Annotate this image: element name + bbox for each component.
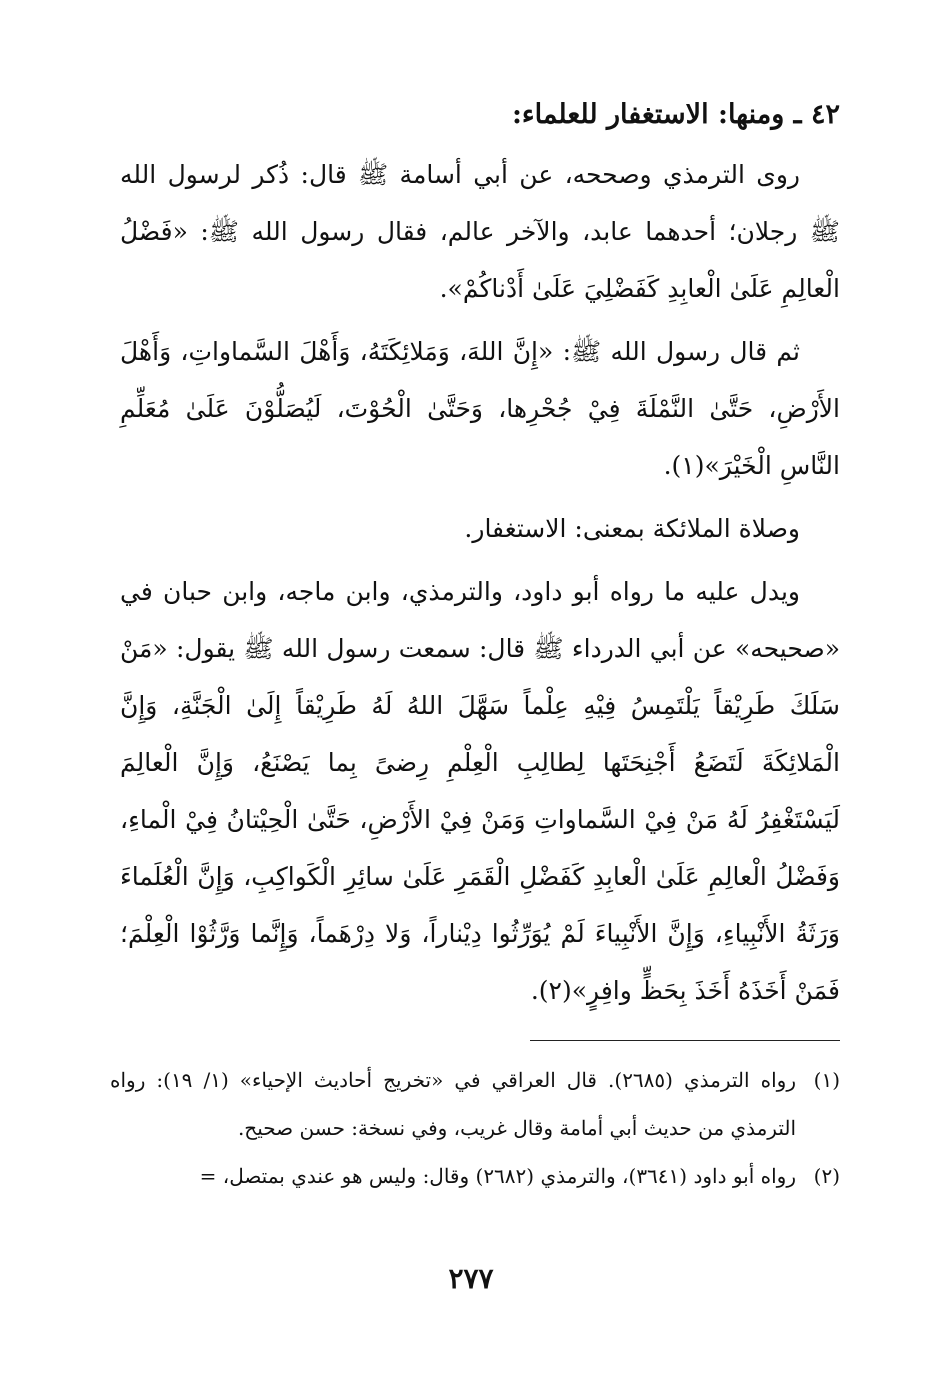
footnote-text: رواه الترمذي (٢٦٨٥). قال العراقي في «تخريج أحاديث الإحياء» (١/ ١٩): رواه الترمذي من حديث أبي أمامة وقال غريب، وفي نسخة: حسن صحيح. — [110, 1068, 796, 1140]
paragraph-3: وصلاة الملائكة بمعنى: الاستغفار. — [464, 514, 800, 543]
section-heading: ٤٢ ـ ومنها: الاستغفار للعلماء: — [511, 99, 840, 130]
footnote-number: (٢) — [813, 1164, 840, 1188]
footnote-2 — [110, 1152, 840, 1200]
footnote-separator — [530, 1040, 840, 1041]
paragraph-1: روى الترمذي وصححه، عن أبي أسامة ﷺ قال: ذُكر لرسول الله ﷺ رجلان؛ أحدهما عابد، والآخر عالم، فقال رسول الله ﷺ: «فَضْلُ الْعالِمِ عَلَىٰ الْعابِدِ كَفَضْلِيَ عَلَىٰ أَدْناكُمْ». — [120, 160, 840, 303]
footnote-text: رواه أبو داود (٣٦٤١)، والترمذي (٢٦٨٢) وقال: وليس هو عندي بمتصل، = — [199, 1164, 796, 1188]
paragraph-4: ويدل عليه ما رواه أبو داود، والترمذي، وابن ماجه، وابن حبان في «صحيحه» عن أبي الدرداء ﷺ قال: سمعت رسول الله ﷺ يقول: «مَنْ سَلَكَ طَرِيْقاً يَلْتَمِسُ فِيْهِ عِلْماً سَهَّلَ اللهُ لَهُ طَرِيْقاً إِلَىٰ الْجَنَّةِ، وَإِنَّ الْمَلائِكَةَ لَتَضَعُ أَجْنِحَتَها لِطالِبِ الْعِلْمِ رِضىً بِما يَصْنَعُ، وَإِنَّ الْعالِمَ لَيَسْتَغْفِرُ لَهُ مَنْ فِيْ السَّماواتِ وَمَنْ فِيْ الأَرْضِ، حَتَّىٰ الْحِيْتانُ فِيْ الْماءِ، وَفَضْلُ الْعالِمِ عَلَىٰ الْعابِدِ كَفَضْلِ الْقَمَرِ عَلَىٰ سائِرِ الْكَواكِبِ، وَإِنَّ الْعُلَماءَ وَرَثَةُ الأَنْبِياءِ، وَإِنَّ الأَنْبِياءَ لَمْ يُوَرِّثُوا دِيْناراً، وَلا دِرْهَماً، وَإِنَّما وَرَّثُوْا الْعِلْمَ؛ فَمَنْ أَخَذَهُ أَخَذَ بِحَظٍّ وافِرٍ»(٢). — [120, 577, 840, 1005]
paragraph-2: ثم قال رسول الله ﷺ: «إِنَّ اللهَ، وَمَلائِكَتَهُ، وَأَهْلَ السَّماواتِ، وَأَهْلَ الأَرْضِ، حَتَّىٰ النَّمْلَةَ فِيْ جُحْرِها، وَحَتَّىٰ الْحُوْتَ، لَيُصَلُّوْنَ عَلَىٰ مُعَلِّمِ النَّاسِ الْخَيْرَ»(١). — [120, 337, 840, 480]
main-text — [120, 88, 840, 1025]
footnote-number: (١) — [813, 1068, 840, 1092]
footnote-1 — [110, 1056, 840, 1152]
footnotes — [110, 1056, 840, 1200]
page-number: ٢٧٧ — [448, 1262, 494, 1295]
